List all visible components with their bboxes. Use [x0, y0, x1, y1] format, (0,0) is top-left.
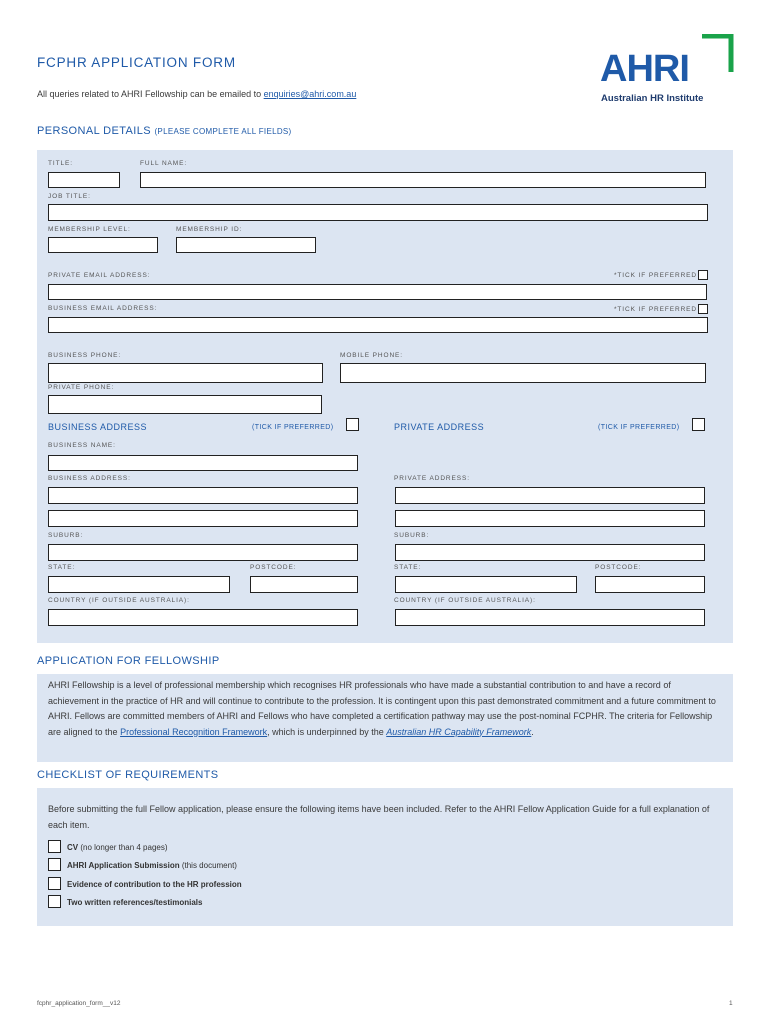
ahri-logo — [600, 34, 735, 106]
checklist-heading: CHECKLIST OF REQUIREMENTS — [37, 769, 219, 781]
fellowship-heading: APPLICATION FOR FELLOWSHIP — [37, 655, 220, 667]
private-suburb-input[interactable] — [395, 544, 705, 561]
business-email-input[interactable] — [48, 317, 708, 333]
cv-checkbox[interactable] — [48, 840, 61, 853]
full-name-label: FULL NAME: — [140, 160, 188, 167]
private-address-heading: PRIVATE ADDRESS — [394, 422, 485, 432]
full-name-input[interactable] — [140, 172, 706, 188]
title-input[interactable] — [48, 172, 120, 188]
checklist-item: Two written references/testimonials — [67, 898, 203, 907]
enquiries-email-link[interactable]: enquiries@ahri.com.au — [263, 89, 357, 99]
checklist-item: Evidence of contribution to the HR profession — [67, 880, 242, 889]
business-address-preferred-checkbox[interactable] — [346, 418, 359, 431]
private-country-input[interactable] — [395, 609, 705, 626]
membership-level-label: MEMBERSHIP LEVEL: — [48, 226, 131, 233]
private-email-label: PRIVATE EMAIL ADDRESS: — [48, 272, 151, 279]
business-email-label: BUSINESS EMAIL ADDRESS: — [48, 305, 158, 312]
business-address-heading: BUSINESS ADDRESS — [48, 422, 148, 432]
logo-corner-mark — [702, 36, 731, 72]
business-email-tick-label: *TICK IF PREFERRED — [614, 306, 698, 313]
job-title-input[interactable] — [48, 204, 708, 221]
logo-wordmark: AHRI — [600, 48, 689, 90]
business-state-input[interactable] — [48, 576, 230, 593]
checklist-item: CV (no longer than 4 pages) — [67, 843, 168, 852]
private-address-line2-input[interactable] — [395, 510, 705, 527]
business-country-input[interactable] — [48, 609, 358, 626]
private-country-label: COUNTRY (IF OUTSIDE AUSTRALIA): — [394, 597, 536, 604]
business-address-line2-input[interactable] — [48, 510, 358, 527]
footer-page-number: 1 — [729, 1000, 733, 1007]
page-title: FCPHR APPLICATION FORM — [37, 55, 236, 70]
personal-heading-note: (PLEASE COMPLETE ALL FIELDS) — [154, 127, 292, 136]
application-submission-checkbox[interactable] — [48, 858, 61, 871]
private-phone-input[interactable] — [48, 395, 322, 414]
personal-details-heading — [37, 125, 292, 137]
business-postcode-input[interactable] — [250, 576, 358, 593]
fellowship-text-3: . — [531, 726, 534, 737]
business-name-label: BUSINESS NAME: — [48, 442, 116, 449]
membership-id-label: MEMBERSHIP ID: — [176, 226, 243, 233]
fellowship-text-2: , which is underpinned by the — [267, 726, 384, 737]
private-state-label: STATE: — [394, 564, 422, 571]
personal-heading-text: PERSONAL DETAILS — [37, 125, 151, 137]
private-state-input[interactable] — [395, 576, 577, 593]
business-name-input[interactable] — [48, 455, 358, 471]
fellowship-paragraph — [48, 678, 724, 740]
private-address-line1-input[interactable] — [395, 487, 705, 504]
private-email-preferred-checkbox[interactable] — [698, 270, 708, 280]
mobile-phone-label: MOBILE PHONE: — [340, 352, 403, 359]
title-label: TITLE: — [48, 160, 73, 167]
business-address-tick-label: (TICK IF PREFERRED) — [252, 424, 334, 431]
references-checkbox[interactable] — [48, 895, 61, 908]
business-postcode-label: POSTCODE: — [250, 564, 297, 571]
business-email-preferred-checkbox[interactable] — [698, 304, 708, 314]
business-country-label: COUNTRY (IF OUTSIDE AUSTRALIA): — [48, 597, 190, 604]
mobile-phone-input[interactable] — [340, 363, 706, 383]
fellowship-text-1: AHRI Fellowship is a level of professional membership which recognises HR professionals who have made a substantial contribution to and have a record of achievement in the practice of HR and will continue to contribute to the profession. It is contingent upon this past demonstrated commitment and a future commitment to AHRI. Fellows are committed members of AHRI and Fellows who have completed a certification pathway may use the post-nominal FCPHR. The criteria for Fellowship are aligned to the — [48, 680, 716, 737]
private-email-tick-label: *TICK IF PREFERRED — [614, 272, 698, 279]
business-suburb-input[interactable] — [48, 544, 358, 561]
membership-id-input[interactable] — [176, 237, 316, 253]
evidence-checkbox[interactable] — [48, 877, 61, 890]
queries-line — [37, 89, 356, 99]
business-phone-input[interactable] — [48, 363, 323, 383]
private-address-tick-label: (TICK IF PREFERRED) — [598, 424, 680, 431]
private-address-label: PRIVATE ADDRESS: — [394, 475, 470, 482]
capability-framework-link[interactable]: Australian HR Capability Framework — [386, 726, 532, 737]
membership-level-input[interactable] — [48, 237, 158, 253]
business-address-line1-input[interactable] — [48, 487, 358, 504]
logo-subtext: Australian HR Institute — [601, 93, 704, 104]
private-email-input[interactable] — [48, 284, 707, 300]
checklist-item: AHRI Application Submission (this document) — [67, 861, 237, 870]
private-postcode-input[interactable] — [595, 576, 705, 593]
private-postcode-label: POSTCODE: — [595, 564, 642, 571]
business-state-label: STATE: — [48, 564, 76, 571]
footer-doc-id: fcphr_application_form__v12 — [37, 1000, 121, 1007]
business-address-label: BUSINESS ADDRESS: — [48, 475, 131, 482]
job-title-label: JOB TITLE: — [48, 193, 91, 200]
private-suburb-label: SUBURB: — [394, 532, 430, 539]
business-phone-label: BUSINESS PHONE: — [48, 352, 122, 359]
private-phone-label: PRIVATE PHONE: — [48, 384, 115, 391]
private-address-preferred-checkbox[interactable] — [692, 418, 705, 431]
checklist-intro: Before submitting the full Fellow application, please ensure the following items have been included. Refer to the AHRI Fellow Application Guide for a full explanation of each item. — [48, 804, 710, 830]
professional-recognition-framework-link[interactable]: Professional Recognition Framework — [120, 726, 268, 737]
queries-text: All queries related to AHRI Fellowship can be emailed to — [37, 89, 262, 99]
business-suburb-label: SUBURB: — [48, 532, 84, 539]
